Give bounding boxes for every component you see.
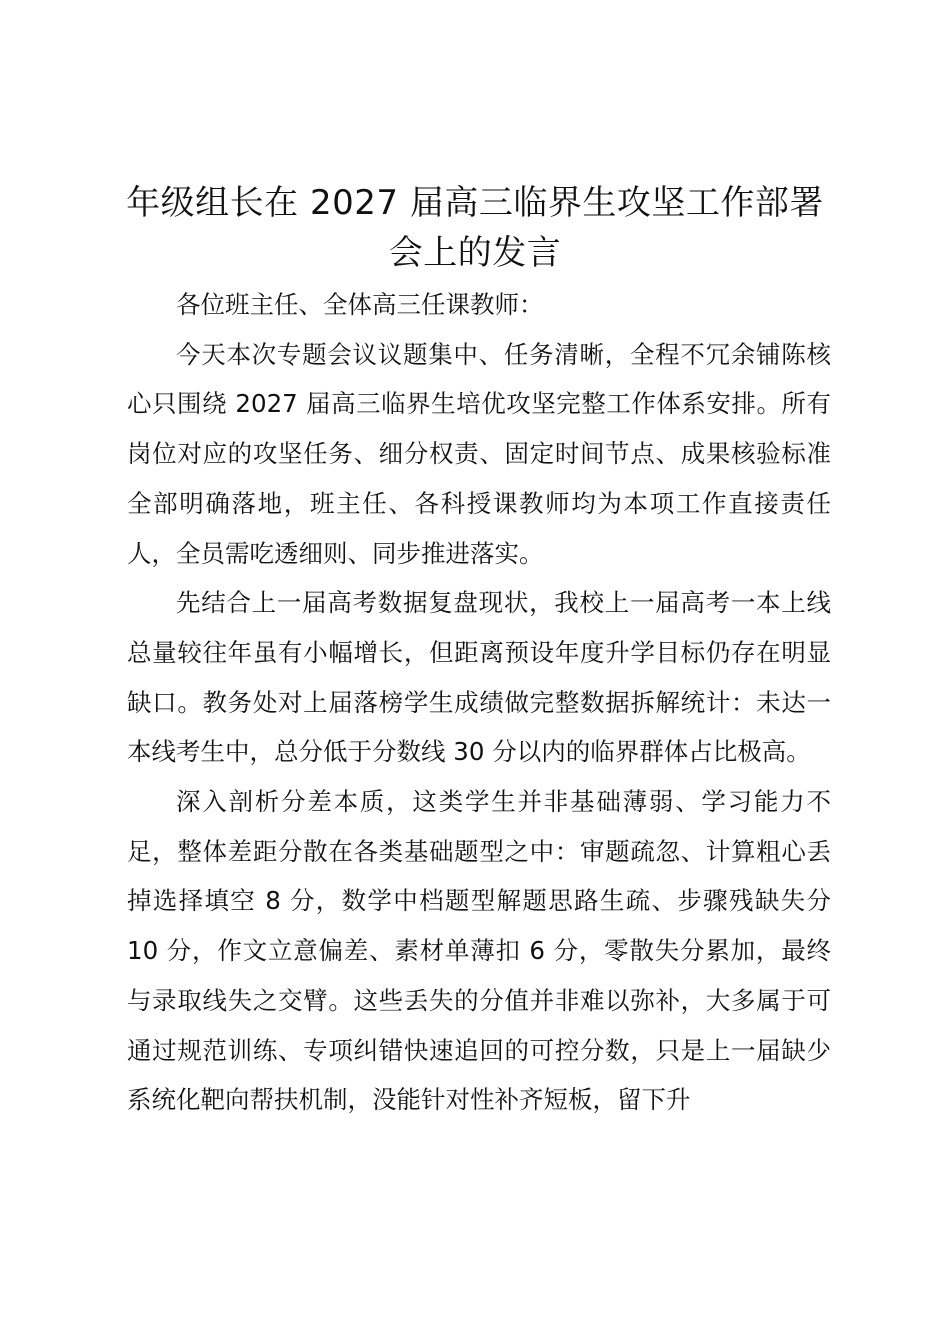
document-body [127, 280, 831, 1125]
salutation: 各位班主任、全体高三任课教师： [176, 290, 544, 319]
paragraph: 今天本次专题会议议题集中、任务清晰，全程不冗余铺陈核心只围绕 2027 届高三临界生培优攻坚完整工作体系安排。所有岗位对应的攻坚任务、细分权责、固定时间节点、成果核验标准全部明确落地，班主任、各科授课教师均为本项工作直接责任人，全员需吃透细则、同步推进落实。 [127, 339, 831, 568]
paragraph: 深入剖析分差本质，这类学生并非基础薄弱、学习能力不足，整体差距分散在各类基础题型之中：审题疏忽、计算粗心丢掉选择填空 8 分，数学中档题型解题思路生疏、步骤残缺失分 10 分，作文立意偏差、素材单薄扣 6 分，零散失分累加，最终与录取线失之交臂。这些丢失的分值并非难以弥补，大多属于可通过规范训练、专项纠错快速追回的可控分数，只是上一届缺少系统化靶向帮扶机制，没能针对性补齐短板，留下升 [127, 787, 831, 1115]
paragraph: 先结合上一届高考数据复盘现状，我校上一届高考一本上线总量较往年虽有小幅增长，但距离预设年度升学目标仍存在明显缺口。教务处对上届落榜学生成绩做完整数据拆解统计：未达一本线考生中，总分低于分数线 30 分以内的临界群体占比极高。 [127, 588, 831, 767]
document-title: 年级组长在 2027 届高三临界生攻坚工作部署会上的发言 [126, 183, 824, 273]
